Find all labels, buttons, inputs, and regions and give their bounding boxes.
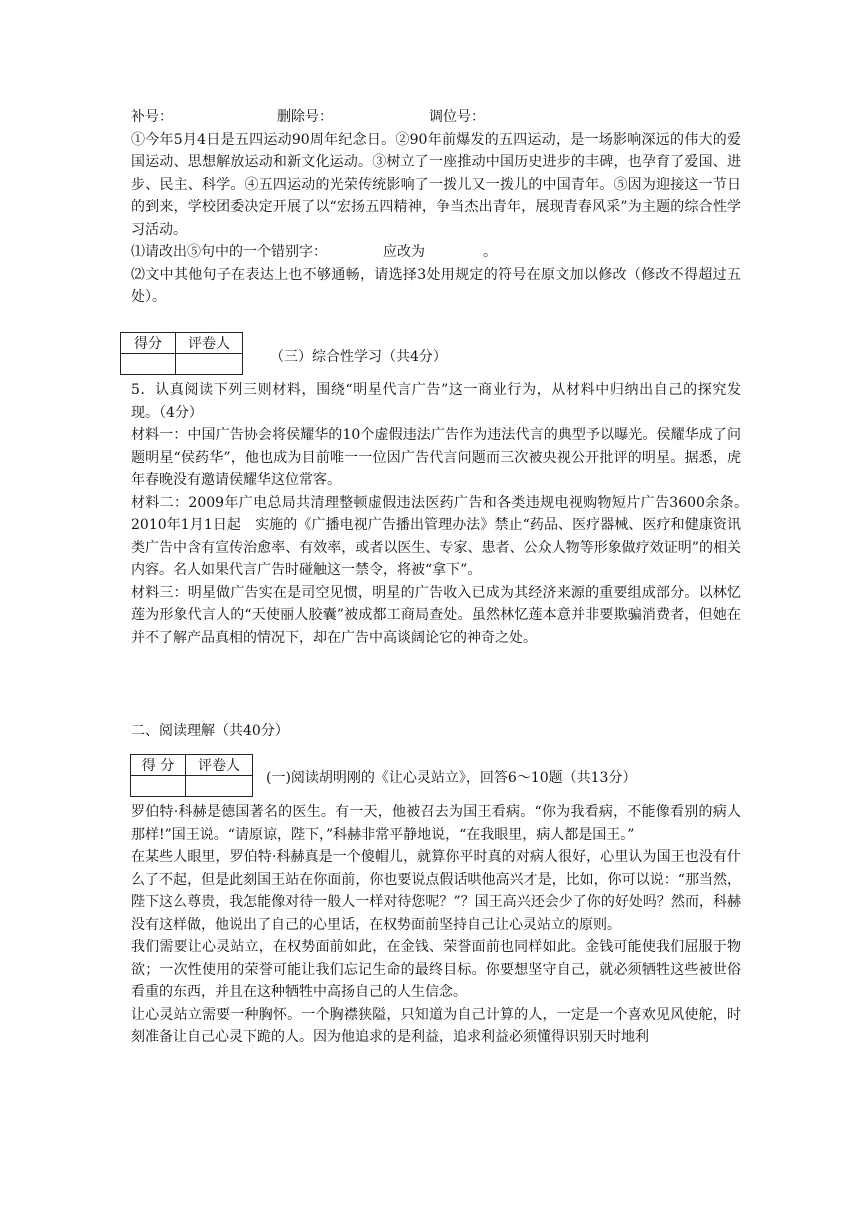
question-2: ⑵文中其他句子在表达上也不够通畅，请选择3处用规定的符号在原文加以修改（修改不得超过五处）。 bbox=[131, 266, 741, 305]
reviewer-cell[interactable] bbox=[186, 776, 253, 797]
reviewer-cell[interactable] bbox=[176, 354, 243, 375]
reading-passage bbox=[131, 801, 741, 1049]
question-1: ⑴请改出⑤句中的一个错别字： 应改为 。 bbox=[131, 244, 497, 260]
reading-paragraph-4: 让心灵站立需要一种胸怀。一个胸襟狭隘，只知道为自己计算的人，一定是一个喜欢见风使舵，时刻准备让自己心灵下跪的人。因为他追求的是利益，追求利益必须懂得识别天时地利 bbox=[131, 1006, 741, 1045]
score-cell[interactable] bbox=[121, 354, 176, 375]
q5-prompt: 5．认真阅读下列三则材料，围绕“明星代言广告”这一商业行为，从材料中归纳出自己的探究发现。（4分） bbox=[131, 382, 741, 421]
material-2: 材料二：2009年广电总局共清理整顿虚假违法医药广告和各类违规电视购物短片广告3600余条。 2010年1月1日起 实施的《广播电视广告播出管理办法》禁止“药品、医疗器械、医疗和健康资讯类广告中含有宣传治愈率、有效率，或者以医生、专家、患者、公众人物等形象做疗效证明”的相关内容。名人如果代言广告时碰触这一禁令，将被“拿下”。 bbox=[131, 494, 755, 578]
score-table-2 bbox=[130, 754, 253, 797]
score-header: 得分 bbox=[121, 333, 176, 354]
correction-symbol-labels bbox=[131, 106, 741, 129]
reading-paragraph-3: 我们需要让心灵站立，在权势面前如此，在金钱、荣誉面前也同样如此。金钱可能使我们屈服于物欲；一次性使用的荣誉可能让我们忘记生命的最终目标。你要想坚守自己，就必须牺牲这些被世俗看重的东西，并且在这种牺牲中高扬自己的人生信念。 bbox=[131, 939, 741, 1000]
material-3: 材料三：明星做广告实在是司空见惯，明星的广告收入已成为其经济来源的重要组成部分。以林忆莲为形象代言人的“天使丽人胶囊”被成都工商局查处。虽然林忆莲本意并非要欺骗消费者，但她在并不了解产品真相的情况下，却在广告中高谈阔论它的神奇之处。 bbox=[131, 584, 741, 646]
question-5-section bbox=[131, 379, 755, 649]
score-header: 得 分 bbox=[131, 755, 186, 776]
score-table-1 bbox=[120, 332, 243, 375]
label-delete: 删除号： bbox=[277, 109, 333, 125]
material-1: 材料一：中国广告协会将侯耀华的10个虚假违法广告作为违法代言的典型予以曝光。侯耀华成了问题明星“侯药华”，他也成为目前唯一一位因广告代言问题而三次被央视公开批评的明星。据悉，虎年春晚没有邀请侯耀华这位常客。 bbox=[131, 427, 741, 488]
reading-paragraph-1: 罗伯特·科赫是德国著名的医生。有一天，他被召去为国王看病。“你为我看病，不能像看别的病人那样!”国王说。“请原谅，陛下，”科赫非常平静地说，“在我眼里，病人都是国王。” bbox=[131, 804, 741, 843]
passage-text: ①今年5月4日是五四运动90周年纪念日。②90年前爆发的五四运动，是一场影响深远的伟大的爱国运动、思想解放运动和新文化运动。③树立了一座推动中国历史进步的丰碑，也孕育了爱国、进步、民主、科学。④五四运动的光荣传统影响了一拨儿又一拨儿的中国青年。⑤因为迎接这一节日的到来，学校团委决定开展了以“宏扬五四精神，争当杰出青年，展现青春风采”为主题的综合性学习活动。 bbox=[131, 131, 741, 238]
part2-title: 二、阅读理解（共40分） bbox=[131, 723, 289, 739]
reviewer-header: 评卷人 bbox=[176, 333, 243, 354]
reviewer-header: 评卷人 bbox=[186, 755, 253, 776]
reading-paragraph-2: 在某些人眼里，罗伯特·科赫真是一个傻帽儿，就算你平时真的对病人很好，心里认为国王也没有什么了不起，但是此刻国王站在你面前，你也要说点假话哄他高兴才是，比如，你可以说：“那当然，陛下这么尊贵，我怎能像对待一般人一样对待您呢？”？国王高兴还会少了你的好处吗？然而，科赫没有这样做，他说出了自己的心里话，在权势面前坚持自己让心灵站立的原则。 bbox=[131, 849, 741, 933]
label-insert: 补号： bbox=[131, 109, 173, 125]
score-cell[interactable] bbox=[131, 776, 186, 797]
label-move: 调位号： bbox=[429, 109, 485, 125]
section3-title: （三）综合性学习（共4分） bbox=[270, 349, 447, 365]
reading1-title: (一)阅读胡明刚的《让心灵站立》，回答6～10题（共13分） bbox=[266, 770, 637, 786]
correction-section bbox=[131, 106, 741, 309]
